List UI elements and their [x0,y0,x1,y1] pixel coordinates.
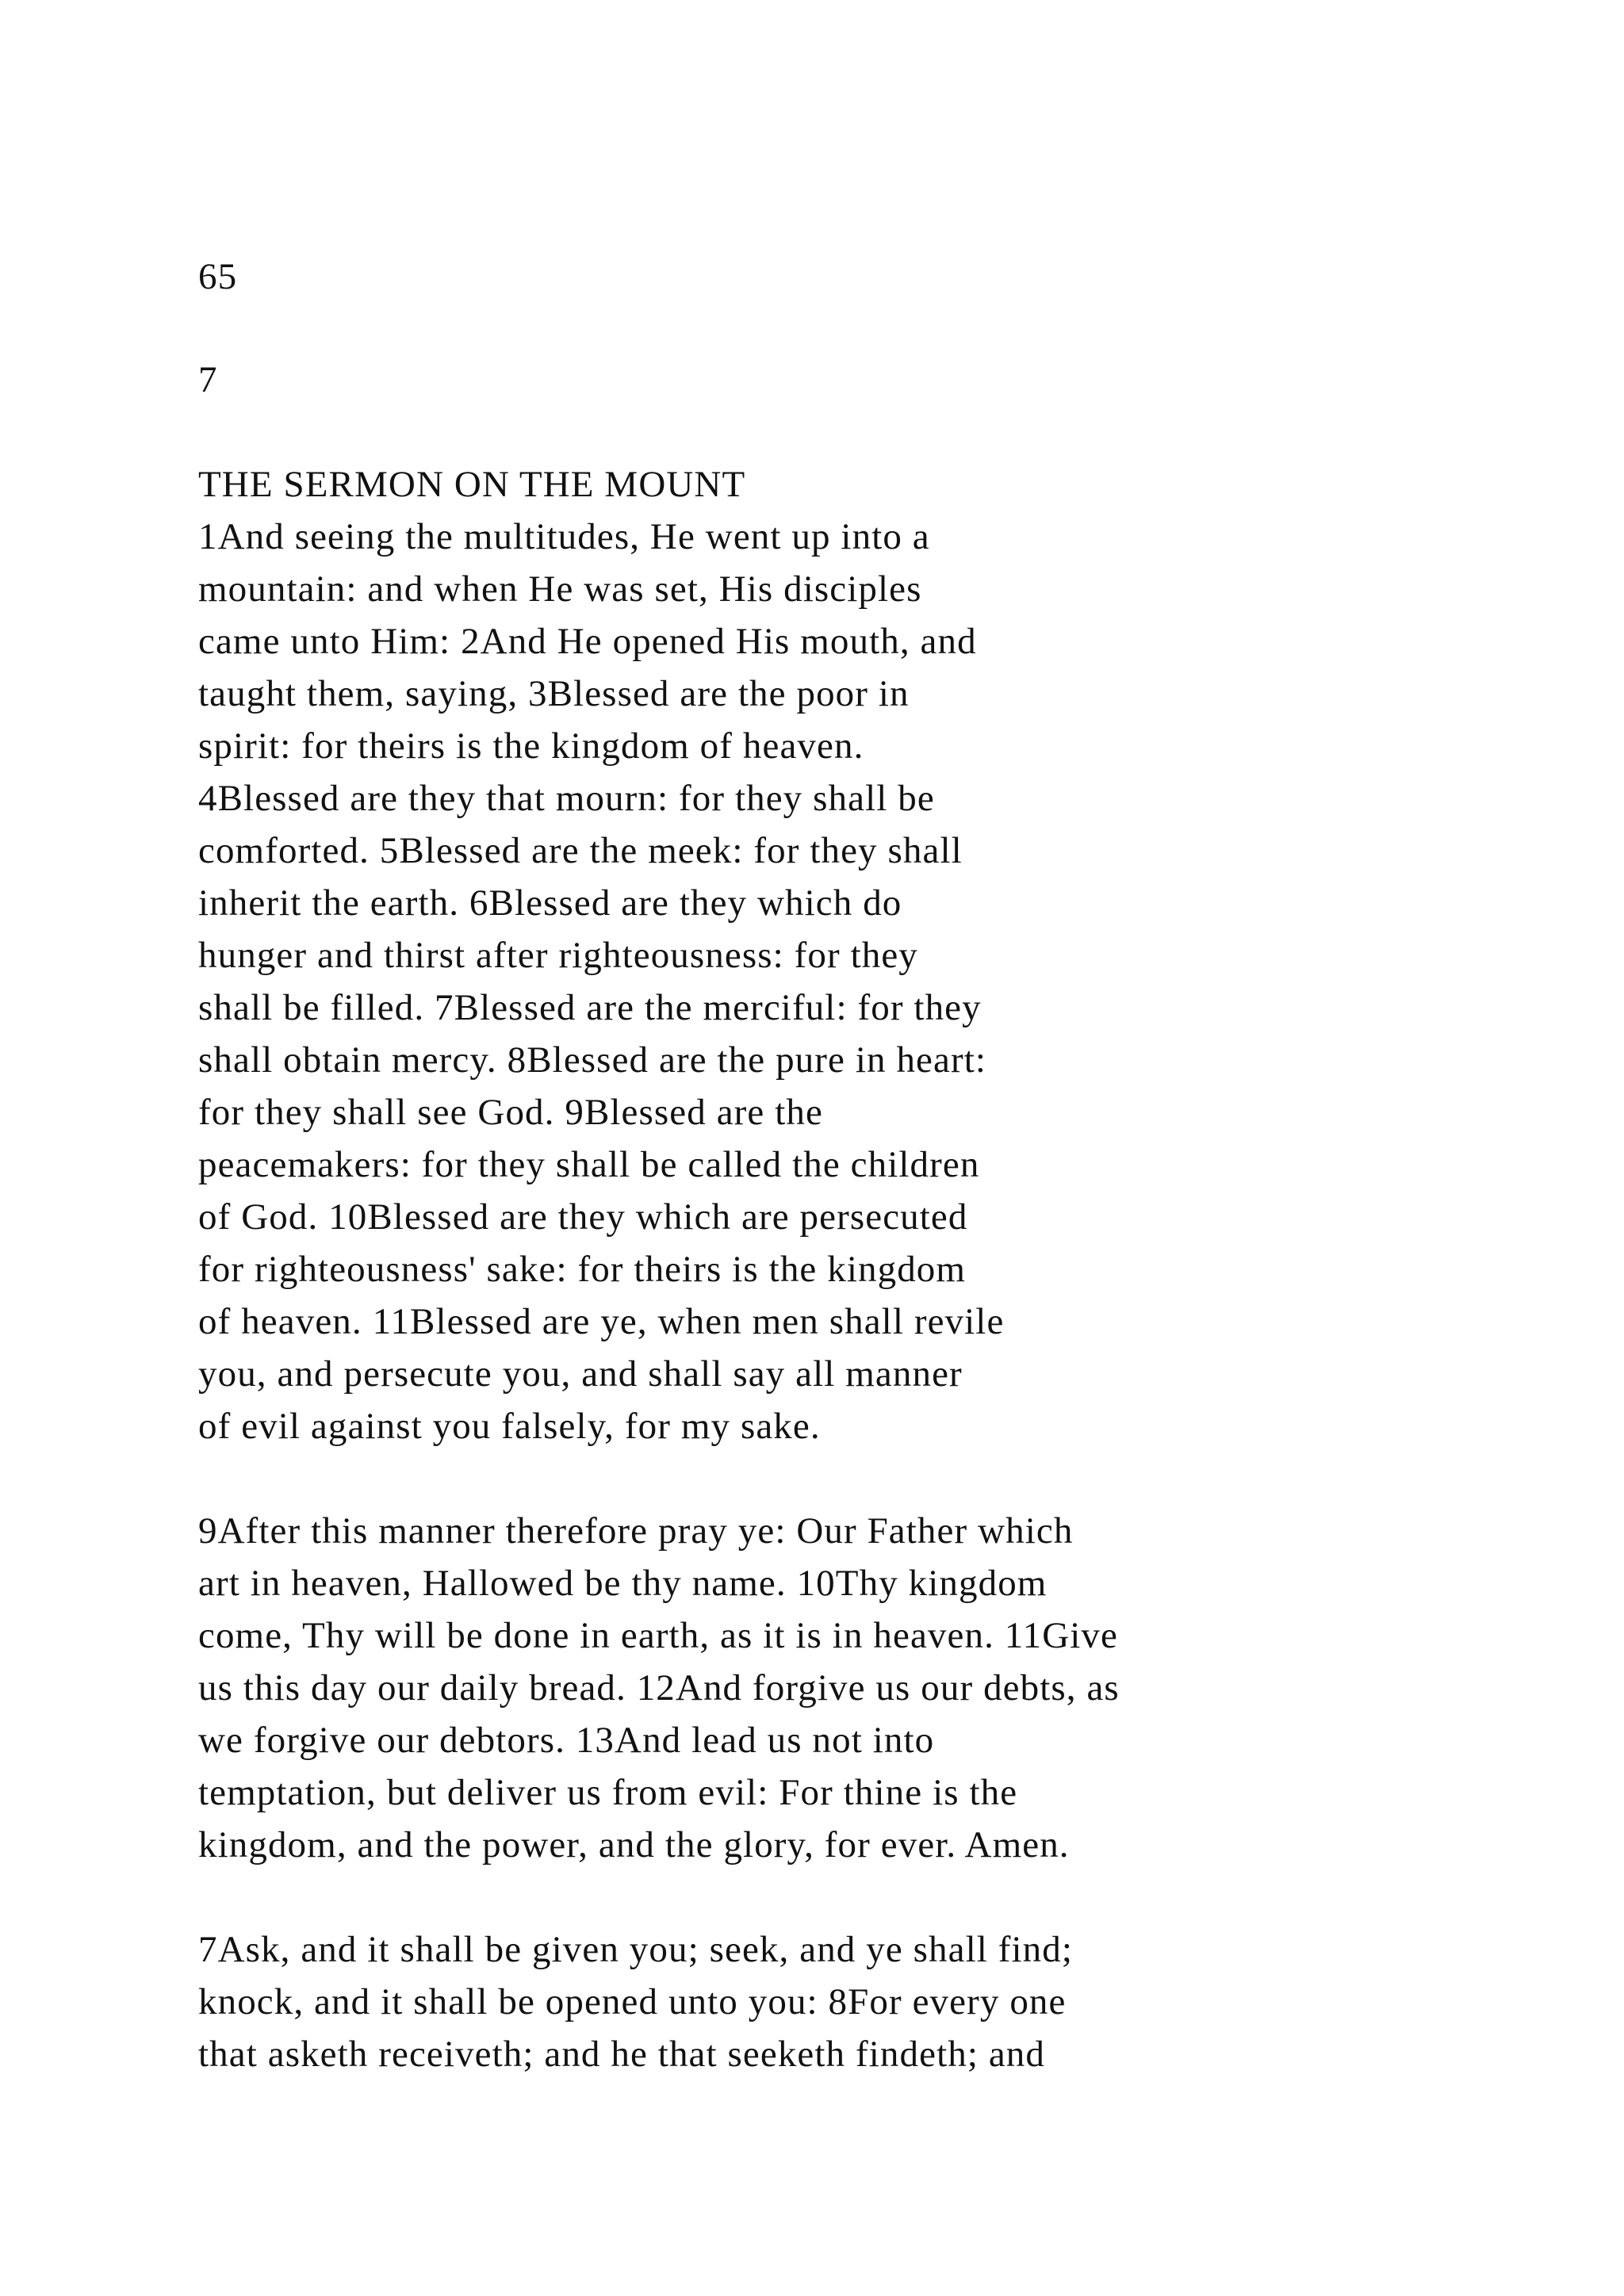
text-line: for righteousness' sake: for theirs is the kingdom [198,1249,967,1290]
text-line: shall be filled. 7Blessed are the merciful: for they [198,987,982,1028]
text-line: you, and persecute you, and shall say all manner [198,1353,963,1395]
text-line: 1And seeing the multitudes, He went up into a [198,516,930,557]
text-line: hunger and thirst after righteousness: for they [198,935,918,976]
text-line: come, Thy will be done in earth, as it is in heaven. 11Give [198,1615,1118,1656]
text-line: comforted. 5Blessed are the meek: for they shall [198,830,963,871]
text-line: for they shall see God. 9Blessed are the [198,1092,823,1133]
text-line: inherit the earth. 6Blessed are they which do [198,882,902,924]
text-line: mountain: and when He was set, His disciples [198,568,922,610]
text-line: of heaven. 11Blessed are ye, when men shall revile [198,1301,1005,1342]
page-number: 65 [198,256,238,297]
text-line: us this day our daily bread. 12And forgive us our debts, as [198,1667,1120,1709]
text-line: art in heaven, Hallowed be thy name. 10Thy kingdom [198,1563,1048,1604]
text-line: 7Ask, and it shall be given you; seek, and ye shall find; [198,1929,1074,1970]
text-line: that asketh receiveth; and he that seeketh findeth; and [198,2034,1045,2075]
text-line: 9After this manner therefore pray ye: Our Father which [198,1510,1074,1552]
text-line: 4Blessed are they that mourn: for they shall be [198,778,935,819]
text-line: shall obtain mercy. 8Blessed are the pure in heart: [198,1039,987,1081]
text-line: temptation, but deliver us from evil: For thine is the [198,1772,1018,1813]
text-line: taught them, saying, 3Blessed are the poor in [198,673,910,714]
text-line: of God. 10Blessed are they which are persecuted [198,1196,968,1238]
chapter-title: THE SERMON ON THE MOUNT [198,464,746,505]
text-line: knock, and it shall be opened unto you: 8For every one [198,1981,1067,2022]
text-line: kingdom, and the power, and the glory, for ever. Amen. [198,1824,1070,1866]
text-line: we forgive our debtors. 13And lead us not into [198,1720,935,1761]
chapter-number: 7 [198,359,218,400]
text-line: came unto Him: 2And He opened His mouth, and [198,621,977,662]
text-line: of evil against you falsely, for my sake. [198,1406,821,1447]
text-line: spirit: for theirs is the kingdom of heaven. [198,725,864,767]
text-line: peacemakers: for they shall be called the children [198,1144,980,1185]
